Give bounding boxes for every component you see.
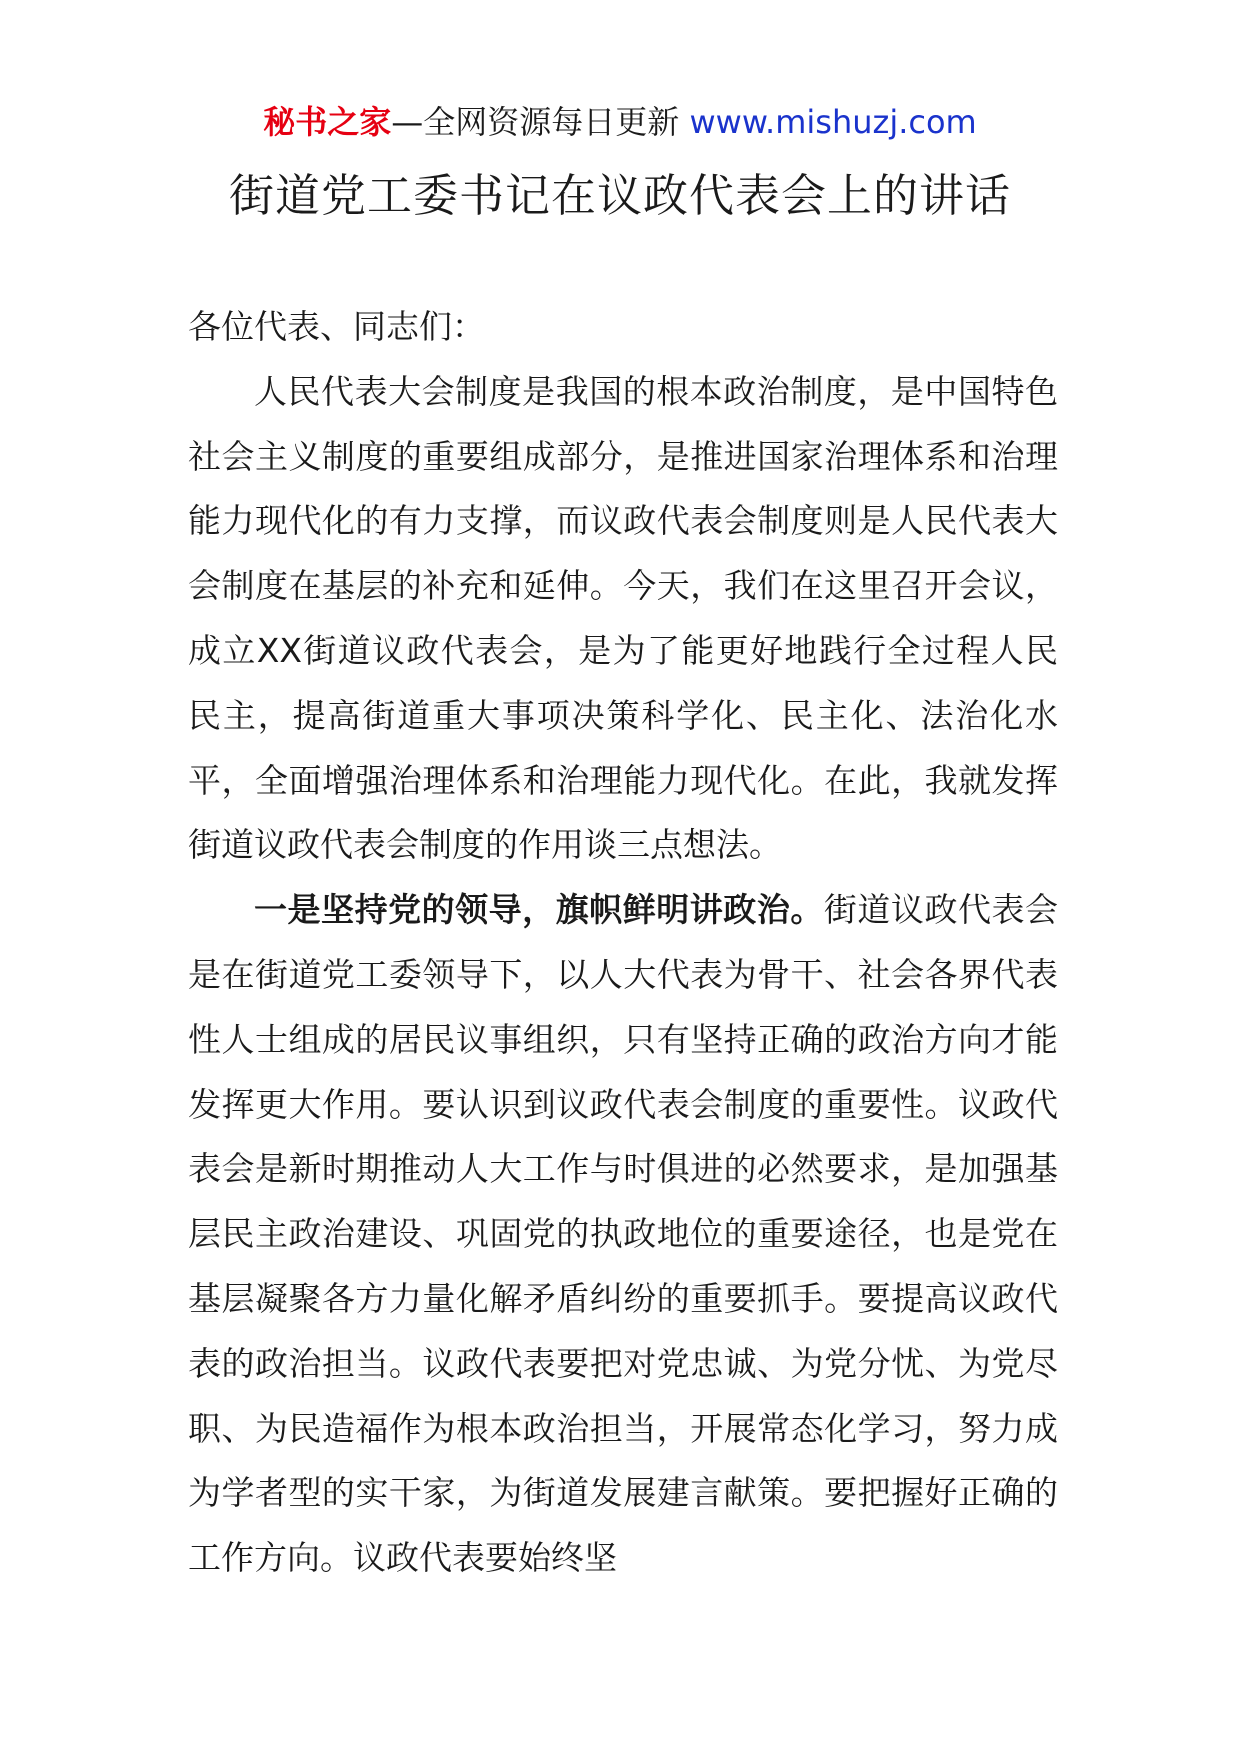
paragraph-point-one (188, 878, 1058, 1591)
document-body (188, 295, 1058, 1591)
site-slogan: —全网资源每日更新 (391, 103, 690, 141)
site-name: 秘书之家 (263, 103, 392, 141)
paragraph-text: 街道议政代表会是在街道党工委领导下，以人大代表为骨干、社会各界代表性人士组成的居民议事组织，只有坚持正确的政治方向才能发挥更大作用。要认识到议政代表会制度的重要性。议政代表会是新时期推动人大工作与时俱进的必然要求，是加强基层民主政治建设、巩固党的执政地位的重要途径，也是党在基层凝聚各方力量化解矛盾纠纷的重要抓手。要提高议政代表的政治担当。议政代表要把对党忠诚、为党分忧、为党尽职、为民造福作为根本政治担当，开展常态化学习，努力成为学者型的实干家，为街道发展建言献策。要把握好正确的工作方向。议政代表要始终坚 (188, 890, 1059, 1578)
paragraph-lead: 一是坚持党的领导，旗帜鲜明讲政治。 (254, 890, 824, 930)
site-banner (0, 100, 1240, 144)
paragraph-intro (188, 360, 1058, 878)
paragraph-text: 人民代表大会制度是我国的根本政治制度，是中国特色社会主义制度的重要组成部分，是推进国家治理体系和治理能力现代化的有力支撑，而议政代表会制度则是人民代表大会制度在基层的补充和延伸。今天，我们在这里召开会议，成立XX街道议政代表会，是为了能更好地践行全过程人民民主，提高街道重大事项决策科学化、民主化、法治化水平，全面增强治理体系和治理能力现代化。在此，我就发挥街道议政代表会制度的作用谈三点想法。 (188, 371, 1058, 865)
document-title: 街道党工委书记在议政代表会上的讲话 (228, 169, 1011, 222)
site-url-link[interactable]: www.mishuzj.com (689, 103, 977, 141)
salutation: 各位代表、同志们： (188, 307, 485, 346)
